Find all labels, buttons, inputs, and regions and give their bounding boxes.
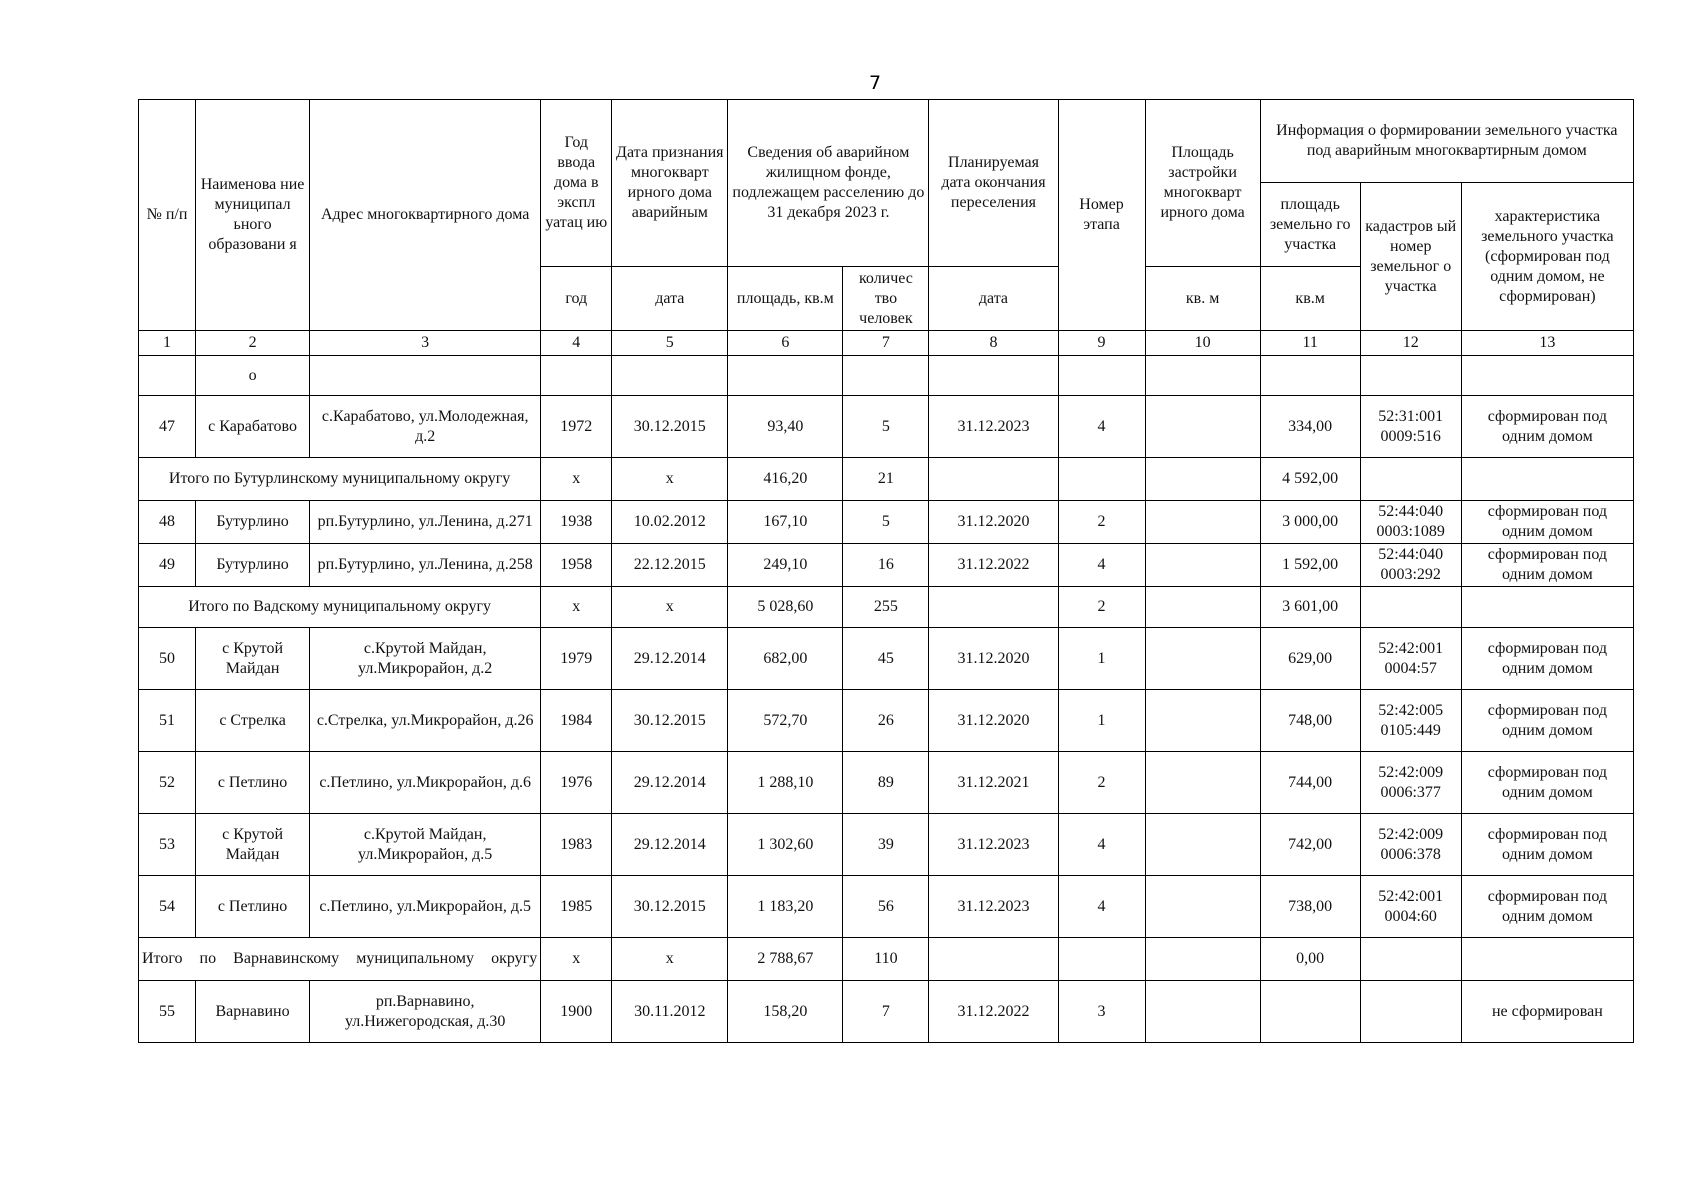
header-stage: Номер этапа <box>1058 100 1145 331</box>
total-land: 4 592,00 <box>1260 458 1360 501</box>
row-characteristic: сформирован под одним домом <box>1461 876 1633 938</box>
table-row <box>139 814 1634 876</box>
unit-building-area: кв. м <box>1145 267 1260 331</box>
row-year: 1985 <box>541 876 612 938</box>
row-characteristic: сформирован под одним домом <box>1461 396 1633 458</box>
total-date: x <box>612 587 728 628</box>
row-land-area: 748,00 <box>1260 690 1360 752</box>
row-address: с.Стрелка, ул.Микрорайон, д.26 <box>310 690 541 752</box>
header-cadastral: кадастров ый номер земельног о участка <box>1360 183 1461 331</box>
empty-cell <box>1360 587 1461 628</box>
row-cadastral: 52:42:005 0105:449 <box>1360 690 1461 752</box>
header-number: № п/п <box>139 100 196 331</box>
row-end-date: 31.12.2022 <box>929 544 1058 587</box>
table-row <box>139 501 1634 544</box>
row-date: 29.12.2014 <box>612 752 728 814</box>
col-number: 6 <box>728 331 843 356</box>
row-stage: 1 <box>1058 628 1145 690</box>
empty-cell <box>1145 458 1260 501</box>
header-land-area: площадь земельно го участка <box>1260 183 1360 267</box>
page-number: 7 <box>868 72 882 94</box>
empty-cell <box>139 356 196 396</box>
row-date: 10.02.2012 <box>612 501 728 544</box>
total-area: 416,20 <box>728 458 843 501</box>
row-characteristic: не сформирован <box>1461 981 1633 1043</box>
row-people: 45 <box>843 628 929 690</box>
row-area: 682,00 <box>728 628 843 690</box>
total-year: x <box>541 938 612 981</box>
row-address: рп.Бутурлино, ул.Ленина, д.258 <box>310 544 541 587</box>
row-year: 1938 <box>541 501 612 544</box>
total-year: x <box>541 587 612 628</box>
total-people: 21 <box>843 458 929 501</box>
total-row <box>139 587 1634 628</box>
row-building-area <box>1145 814 1260 876</box>
unit-end-date: дата <box>929 267 1058 331</box>
col-number: 5 <box>612 331 728 356</box>
row-address: с.Карабатово, ул.Молодежная, д.2 <box>310 396 541 458</box>
row-number: 51 <box>139 690 196 752</box>
total-row <box>139 938 1634 981</box>
total-land: 0,00 <box>1260 938 1360 981</box>
row-date: 30.11.2012 <box>612 981 728 1043</box>
row-municipality: с Петлино <box>196 752 310 814</box>
col-number: 9 <box>1058 331 1145 356</box>
header-land-info: Информация о формировании земельного участка под аварийным многоквартирным домом <box>1260 100 1633 183</box>
row-end-date: 31.12.2020 <box>929 690 1058 752</box>
empty-cell <box>929 356 1058 396</box>
row-end-date: 31.12.2022 <box>929 981 1058 1043</box>
table-row <box>139 876 1634 938</box>
total-stage <box>1058 458 1145 501</box>
empty-cell <box>541 356 612 396</box>
row-address: с.Крутой Майдан, ул.Микрорайон, д.5 <box>310 814 541 876</box>
row-characteristic: сформирован под одним домом <box>1461 501 1633 544</box>
row-area: 249,10 <box>728 544 843 587</box>
row-address: с.Петлино, ул.Микрорайон, д.6 <box>310 752 541 814</box>
row-people: 89 <box>843 752 929 814</box>
row-municipality: с Стрелка <box>196 690 310 752</box>
row-date: 30.12.2015 <box>612 396 728 458</box>
row-cadastral: 52:44:040 0003:1089 <box>1360 501 1461 544</box>
empty-cell <box>1360 356 1461 396</box>
row-year: 1979 <box>541 628 612 690</box>
row-cadastral: 52:42:001 0004:60 <box>1360 876 1461 938</box>
header-building-area: Площадь застройки многокварт ирного дома <box>1145 100 1260 267</box>
row-municipality: с Карабатово <box>196 396 310 458</box>
empty-cell <box>929 587 1058 628</box>
empty-cell <box>929 458 1058 501</box>
row-cadastral: 52:42:001 0004:57 <box>1360 628 1461 690</box>
total-area: 2 788,67 <box>728 938 843 981</box>
row-stage: 1 <box>1058 690 1145 752</box>
row-stage: 4 <box>1058 876 1145 938</box>
row-area: 93,40 <box>728 396 843 458</box>
row-characteristic: сформирован под одним домом <box>1461 544 1633 587</box>
row-stage: 2 <box>1058 752 1145 814</box>
total-people: 110 <box>843 938 929 981</box>
total-label: Итого по Бутурлинскому муниципальному округу <box>139 458 541 501</box>
table-row <box>139 690 1634 752</box>
total-year: x <box>541 458 612 501</box>
empty-cell <box>843 356 929 396</box>
row-area: 158,20 <box>728 981 843 1043</box>
col-number: 10 <box>1145 331 1260 356</box>
unit-people: количес тво человек <box>843 267 929 331</box>
row-stage: 4 <box>1058 396 1145 458</box>
row-number: 54 <box>139 876 196 938</box>
empty-cell <box>1145 356 1260 396</box>
row-land-area: 3 000,00 <box>1260 501 1360 544</box>
col-number: 4 <box>541 331 612 356</box>
header-recognition-date: Дата признания многокварт ирного дома аварийным <box>612 100 728 267</box>
row-municipality: с Петлино <box>196 876 310 938</box>
row-year: 1958 <box>541 544 612 587</box>
header-year: Год ввода дома в экспл уатац ию <box>541 100 612 267</box>
row-date: 30.12.2015 <box>612 876 728 938</box>
row-cadastral: 52:42:009 0006:378 <box>1360 814 1461 876</box>
row-end-date: 31.12.2023 <box>929 876 1058 938</box>
total-label: Итого по Вадскому муниципальному округу <box>139 587 541 628</box>
row-building-area <box>1145 628 1260 690</box>
row-building-area <box>1145 981 1260 1043</box>
col-number: 12 <box>1360 331 1461 356</box>
empty-cell <box>728 356 843 396</box>
row-people: 7 <box>843 981 929 1043</box>
header-land-characteristic: характеристика земельного участка (сформирован под одним домом, не сформирован) <box>1461 183 1633 331</box>
total-people: 255 <box>843 587 929 628</box>
total-land: 3 601,00 <box>1260 587 1360 628</box>
empty-cell <box>612 356 728 396</box>
header-address: Адрес многоквартирного дома <box>310 100 541 331</box>
row-land-area: 738,00 <box>1260 876 1360 938</box>
row-number: 52 <box>139 752 196 814</box>
row-building-area <box>1145 876 1260 938</box>
row-land-area <box>1260 981 1360 1043</box>
row-area: 1 288,10 <box>728 752 843 814</box>
row-number: 49 <box>139 544 196 587</box>
row-date: 22.12.2015 <box>612 544 728 587</box>
row-building-area <box>1145 501 1260 544</box>
empty-cell <box>1360 458 1461 501</box>
row-number: 50 <box>139 628 196 690</box>
row-area: 572,70 <box>728 690 843 752</box>
empty-cell <box>1260 356 1360 396</box>
row-building-area <box>1145 396 1260 458</box>
row-area: 167,10 <box>728 501 843 544</box>
empty-cell <box>1058 356 1145 396</box>
header-fund-info: Сведения об аварийном жилищном фонде, подлежащем расселению до 31 декабря 2023 г. <box>728 100 929 267</box>
row-land-area: 742,00 <box>1260 814 1360 876</box>
table-row <box>139 981 1634 1043</box>
row-date: 29.12.2014 <box>612 628 728 690</box>
row-stage: 2 <box>1058 501 1145 544</box>
row-building-area <box>1145 752 1260 814</box>
row-end-date: 31.12.2020 <box>929 501 1058 544</box>
row-year: 1976 <box>541 752 612 814</box>
row-building-area <box>1145 544 1260 587</box>
table-row <box>139 628 1634 690</box>
row-number: 47 <box>139 396 196 458</box>
unit-date: дата <box>612 267 728 331</box>
row-land-area: 744,00 <box>1260 752 1360 814</box>
row-characteristic: сформирован под одним домом <box>1461 690 1633 752</box>
unit-year: год <box>541 267 612 331</box>
row-land-area: 629,00 <box>1260 628 1360 690</box>
empty-cell <box>929 938 1058 981</box>
total-label: Итого по Варнавинскому муниципальному округу <box>139 938 541 981</box>
row-address: с.Крутой Майдан, ул.Микрорайон, д.2 <box>310 628 541 690</box>
row-end-date: 31.12.2021 <box>929 752 1058 814</box>
row-people: 56 <box>843 876 929 938</box>
row-land-area: 334,00 <box>1260 396 1360 458</box>
row-number: 55 <box>139 981 196 1043</box>
unit-land-area: кв.м <box>1260 267 1360 331</box>
row-characteristic: сформирован под одним домом <box>1461 752 1633 814</box>
header-municipality: Наименова ние муниципал ьного образовани я <box>196 100 310 331</box>
row-municipality: Варнавино <box>196 981 310 1043</box>
row-people: 39 <box>843 814 929 876</box>
empty-cell <box>1461 587 1633 628</box>
col-number: 3 <box>310 331 541 356</box>
row-stage: 4 <box>1058 814 1145 876</box>
header-planned-date: Планируемая дата окончания переселения <box>929 100 1058 267</box>
unit-area: площадь, кв.м <box>728 267 843 331</box>
row-stage: 4 <box>1058 544 1145 587</box>
row-land-area: 1 592,00 <box>1260 544 1360 587</box>
continuation-cell: о <box>196 356 310 396</box>
row-end-date: 31.12.2023 <box>929 814 1058 876</box>
empty-cell <box>1360 938 1461 981</box>
row-year: 1972 <box>541 396 612 458</box>
total-stage <box>1058 938 1145 981</box>
row-year: 1900 <box>541 981 612 1043</box>
row-cadastral: 52:31:001 0009:516 <box>1360 396 1461 458</box>
empty-cell <box>310 356 541 396</box>
row-building-area <box>1145 690 1260 752</box>
table-row <box>139 544 1634 587</box>
row-area: 1 183,20 <box>728 876 843 938</box>
row-address: рп.Варнавино, ул.Нижегородская, д.30 <box>310 981 541 1043</box>
row-people: 26 <box>843 690 929 752</box>
empty-cell <box>1461 458 1633 501</box>
empty-cell <box>1145 938 1260 981</box>
row-number: 53 <box>139 814 196 876</box>
row-municipality: Бутурлино <box>196 544 310 587</box>
row-cadastral <box>1360 981 1461 1043</box>
emergency-housing-table <box>138 99 1634 1043</box>
row-cadastral: 52:44:040 0003:292 <box>1360 544 1461 587</box>
row-municipality: с Крутой Майдан <box>196 628 310 690</box>
row-municipality: с Крутой Майдан <box>196 814 310 876</box>
table-row <box>139 752 1634 814</box>
row-people: 5 <box>843 396 929 458</box>
row-stage: 3 <box>1058 981 1145 1043</box>
col-number: 2 <box>196 331 310 356</box>
empty-cell <box>1145 587 1260 628</box>
row-municipality: Бутурлино <box>196 501 310 544</box>
total-area: 5 028,60 <box>728 587 843 628</box>
total-stage: 2 <box>1058 587 1145 628</box>
row-characteristic: сформирован под одним домом <box>1461 628 1633 690</box>
row-address: рп.Бутурлино, ул.Ленина, д.271 <box>310 501 541 544</box>
empty-cell <box>1461 356 1633 396</box>
col-number: 1 <box>139 331 196 356</box>
row-end-date: 31.12.2023 <box>929 396 1058 458</box>
row-address: с.Петлино, ул.Микрорайон, д.5 <box>310 876 541 938</box>
row-characteristic: сформирован под одним домом <box>1461 814 1633 876</box>
col-number: 7 <box>843 331 929 356</box>
col-number: 11 <box>1260 331 1360 356</box>
row-year: 1984 <box>541 690 612 752</box>
row-area: 1 302,60 <box>728 814 843 876</box>
row-cadastral: 52:42:009 0006:377 <box>1360 752 1461 814</box>
row-year: 1983 <box>541 814 612 876</box>
row-people: 5 <box>843 501 929 544</box>
total-date: x <box>612 458 728 501</box>
row-end-date: 31.12.2020 <box>929 628 1058 690</box>
row-number: 48 <box>139 501 196 544</box>
row-date: 30.12.2015 <box>612 690 728 752</box>
table-row <box>139 396 1634 458</box>
row-date: 29.12.2014 <box>612 814 728 876</box>
col-number: 13 <box>1461 331 1633 356</box>
row-people: 16 <box>843 544 929 587</box>
col-number: 8 <box>929 331 1058 356</box>
total-date: x <box>612 938 728 981</box>
empty-cell <box>1461 938 1633 981</box>
total-row <box>139 458 1634 501</box>
